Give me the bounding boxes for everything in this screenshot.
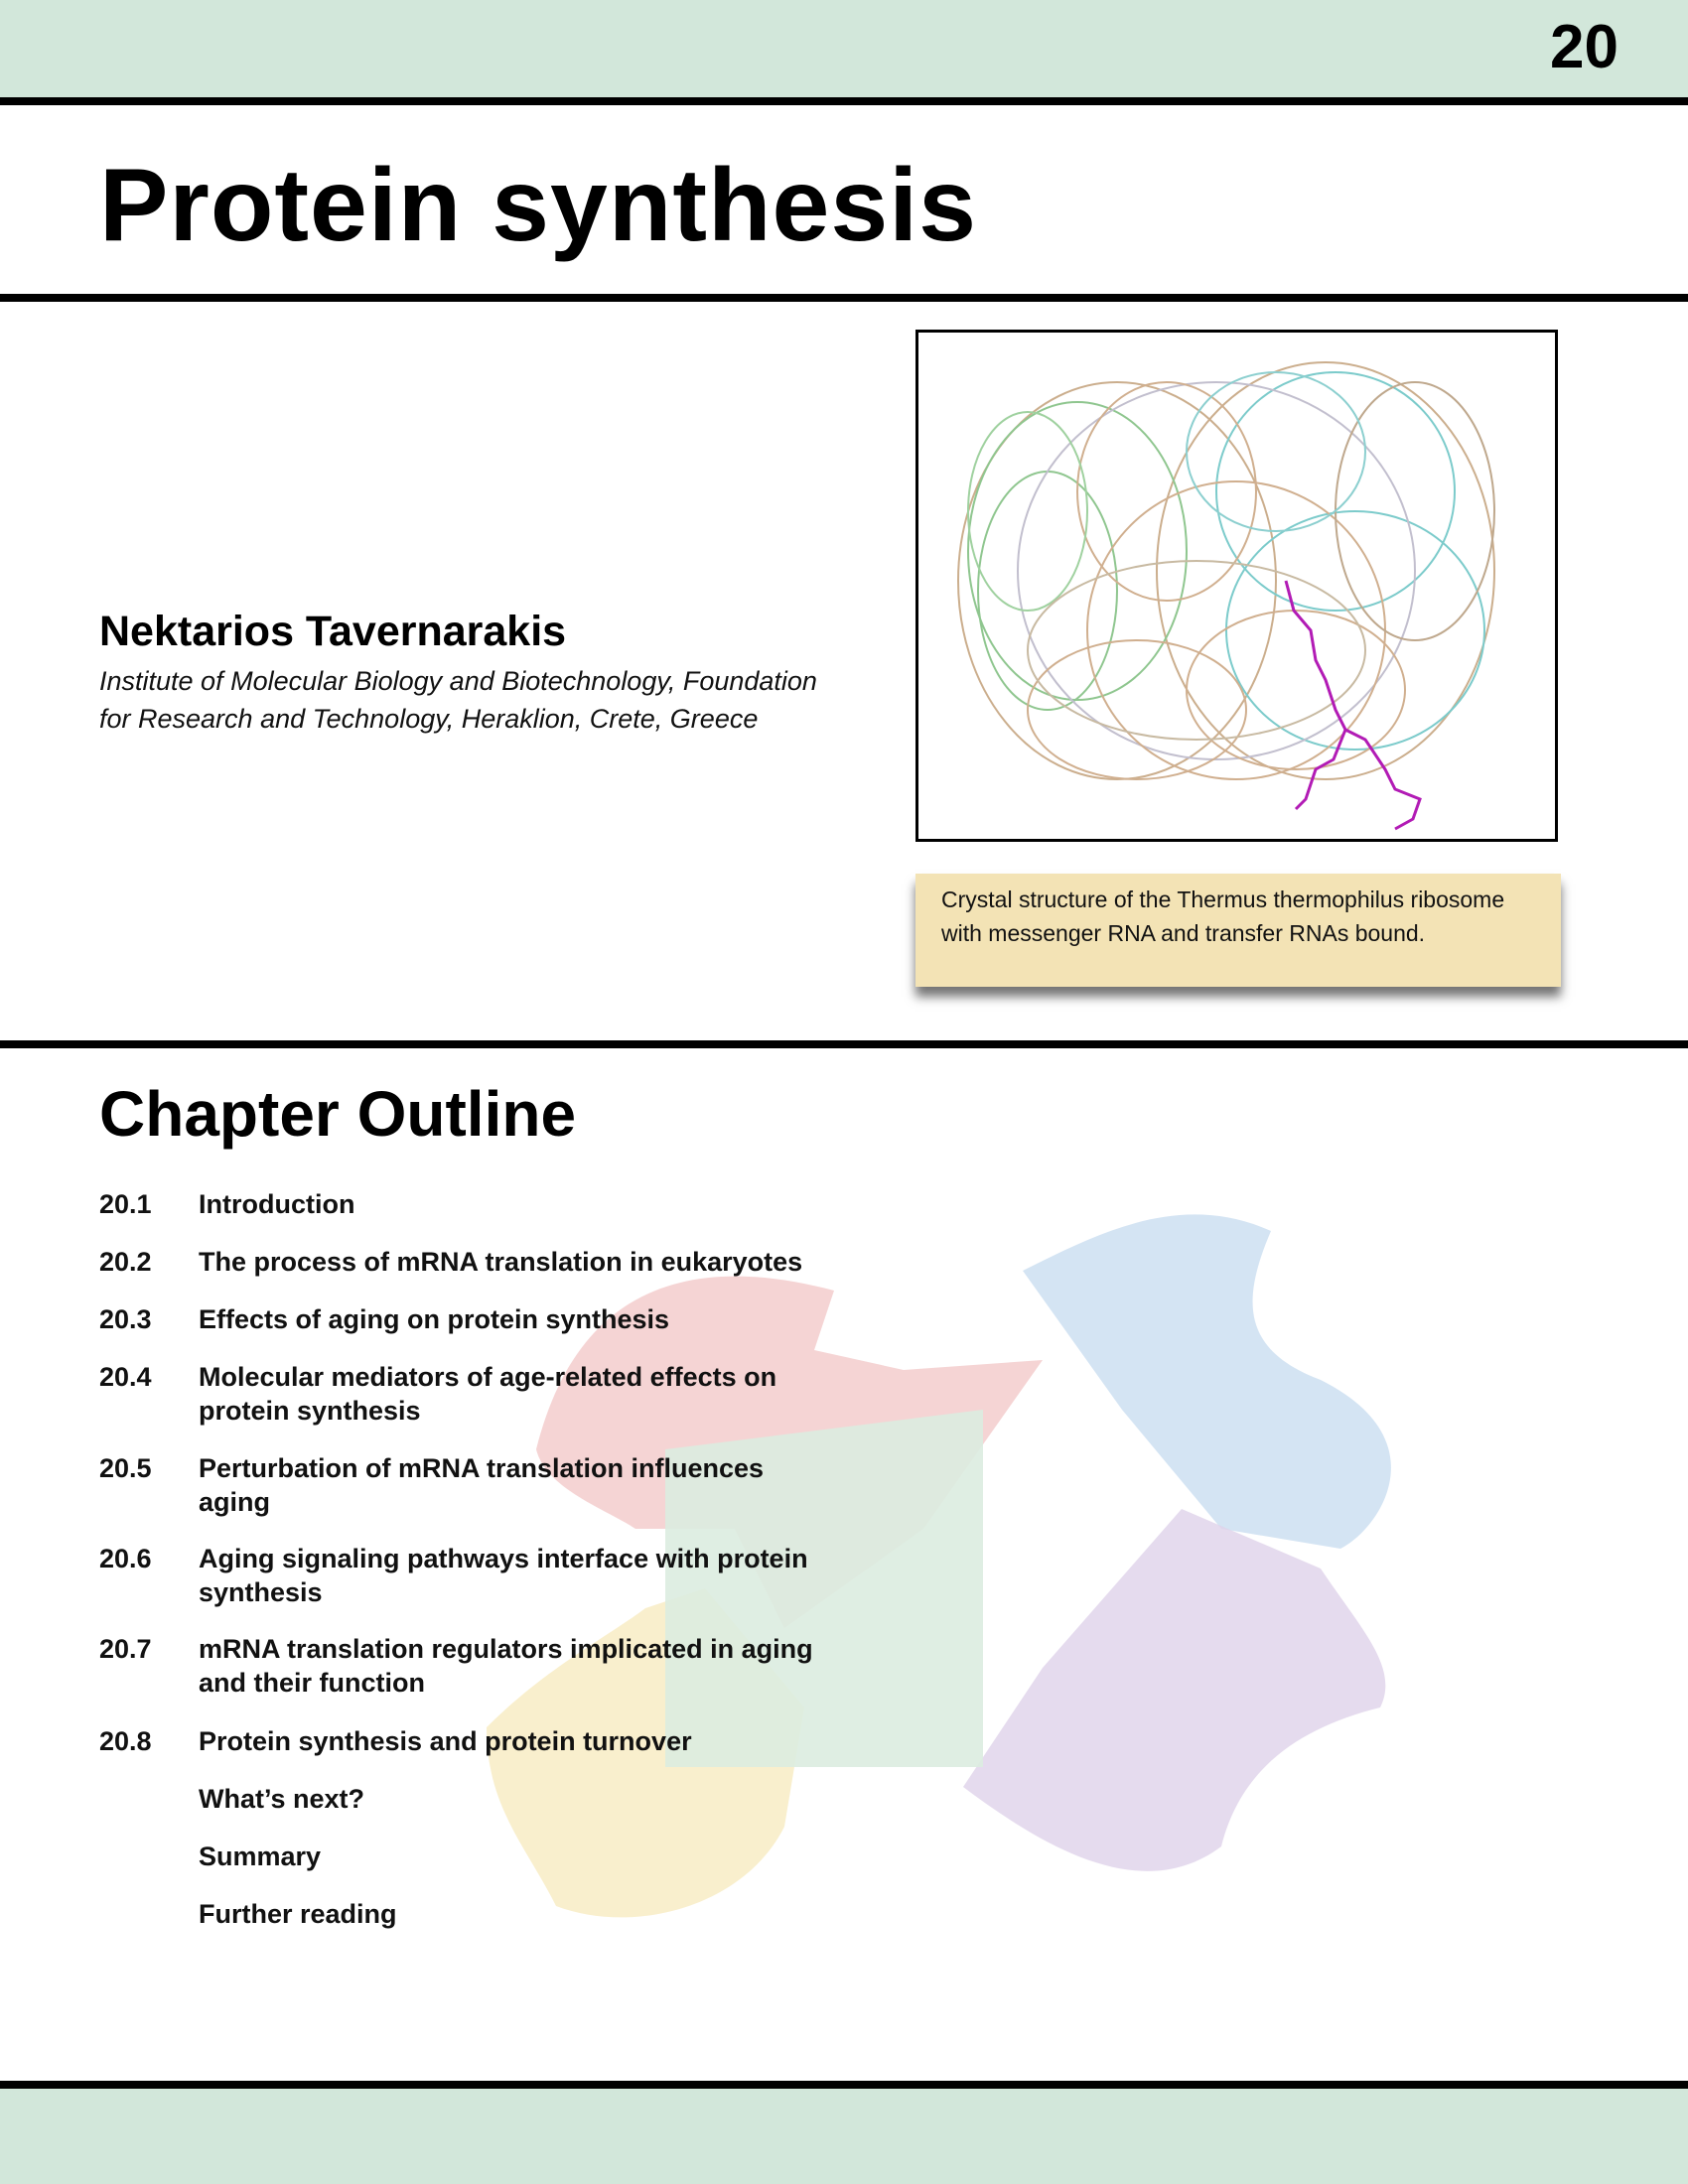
outline-item-title: Protein synthesis and protein turnover [199,1726,692,1756]
outline-item-title: Molecular mediators of age-related effects on protein synthesis [199,1362,777,1426]
outline-item-number: 20.6 [99,1544,152,1573]
outline-item-title: Further reading [199,1899,397,1929]
outline-item-number: 20.2 [99,1247,152,1277]
outline-item-number: 20.7 [99,1634,152,1664]
header-band [0,0,1688,97]
ribosome-figure [915,330,1558,842]
author-affiliation: Institute of Molecular Biology and Biotechnology, Foundation for Research and Technology, Heraklion, Crete, Greece [99,666,817,734]
outline-item-title: mRNA translation regulators implicated in aging and their function [199,1634,813,1698]
section-rule [0,1040,1688,1048]
outline-item-title: Summary [199,1842,322,1871]
outline-item-title: The process of mRNA translation in eukaryotes [199,1247,803,1277]
outline-heading: Chapter Outline [99,1078,577,1150]
outline-item-number: 20.4 [99,1362,152,1392]
outline-item-title: Aging signaling pathways interface with protein synthesis [199,1544,808,1607]
outline-item-title: What’s next? [199,1784,365,1814]
footer-band [0,2089,1688,2184]
chapter-number: 20 [1550,13,1618,81]
outline-item-number: 20.3 [99,1304,152,1334]
outline-item-number: 20.8 [99,1726,152,1756]
outline-item-number: 20.1 [99,1189,152,1219]
outline-item-title: Effects of aging on protein synthesis [199,1304,670,1334]
outline-item-title: Perturbation of mRNA translation influences aging [199,1453,765,1517]
author-name: Nektarios Tavernarakis [99,608,567,655]
title-rule [0,294,1688,302]
footer-rule [0,2081,1688,2089]
header-rule [0,97,1688,105]
outline-item-number: 20.5 [99,1453,152,1483]
outline-item-title: Introduction [199,1189,355,1219]
figure-caption: Crystal structure of the Thermus thermophilus ribosome with messenger RNA and transfer RNAs bound. [915,874,1561,987]
chapter-title: Protein synthesis [99,148,977,263]
ribosome-structure-image [918,333,1555,839]
